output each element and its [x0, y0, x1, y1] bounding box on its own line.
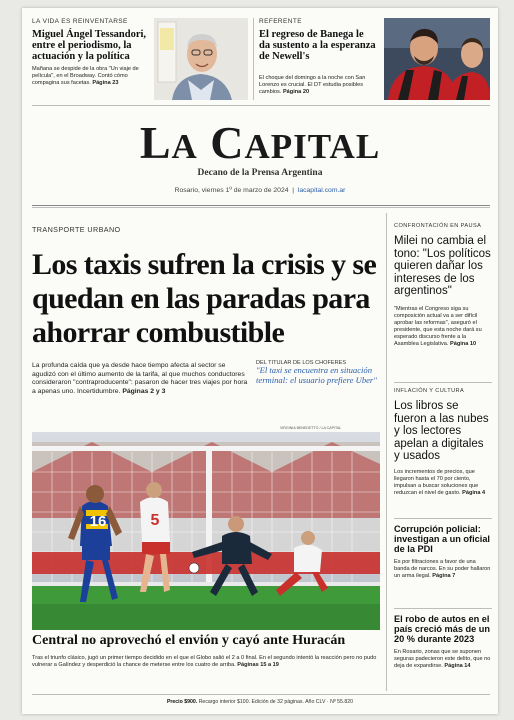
- sidebar-title-autos[interactable]: El robo de autos en el país creció más de un 20 % durante 2023: [394, 614, 490, 644]
- sidebar-text-pdi: Es por filtraciones a favor de una banda de narcos. En su poder hallaron un arma ilegal.: [394, 559, 491, 579]
- jersey-number-5: 5: [150, 512, 160, 529]
- sidebar-story-autos: [394, 614, 492, 670]
- football-match-photo: [32, 432, 380, 630]
- jersey-number-16: 16: [89, 513, 107, 530]
- sidebar-title-libros[interactable]: Los libros se fueron a las nubes y los lectores apelan a digitales y usados: [394, 400, 489, 462]
- main-headline[interactable]: Los taxis sufren la crisis y se quedan en las paradas para ahorrar combustible: [32, 248, 377, 349]
- tessandori-photo: [154, 18, 248, 100]
- banega-photo: [384, 18, 490, 100]
- sidebar-story-milei: [394, 223, 492, 348]
- sidebar-story-libros: [394, 388, 492, 497]
- sidebar-page-milei: Página 10: [449, 340, 477, 347]
- teaser-title-tessandori[interactable]: Miguel Ángel Tessandori, entre el periodismo, la actuación y la política: [32, 29, 147, 62]
- photo-headline[interactable]: Central no aprovechó el envión y cayó ante Huracán: [32, 633, 346, 648]
- footer-edition-info: Recargo interior $100. Edición de 32 páginas. Año CLV · Nº 55.820: [198, 699, 354, 705]
- teaser-text-tessandori: Mañana se despide de la obra "Un viaje de película", en el Broadway. Contó cómo compagina sus facetas.: [32, 66, 139, 86]
- main-story-page: Páginas 2 y 3: [122, 387, 166, 395]
- teaser-kicker-tessandori: LA VIDA ES REINVENTARSE: [32, 18, 128, 25]
- main-story-kicker: TRANSPORTE URBANO: [32, 225, 121, 234]
- teaser-kicker-banega: REFERENTE: [259, 18, 302, 25]
- teaser-text-banega: El choque del domingo a la noche con San Lorenzo es crucial. El DT estudia posibles cambios.: [259, 75, 366, 95]
- teaser-page-banega: Página 20: [282, 89, 310, 95]
- sidebar-page-libros: Página 4: [462, 489, 486, 496]
- photo-story-page: Páginas 15 a 19: [237, 662, 279, 668]
- sidebar-text-autos: En Rosario, zonas que se suponen seguras padecieron este delito, que no deja de expandirse.: [394, 649, 491, 669]
- pull-quote: [256, 360, 380, 385]
- issue-date: Rosario, viernes 1º de marzo de 2024: [174, 187, 289, 194]
- footer-price: Precio $900.: [166, 699, 198, 705]
- footer-price-line: [22, 699, 498, 705]
- pull-quote-text[interactable]: "El taxi se encuentra en situación terminal: el usuario prefiere Uber": [256, 365, 377, 385]
- ball: [189, 563, 199, 573]
- teaser-page-tessandori: Página 23: [92, 80, 119, 86]
- masthead-logo[interactable]: LA CAPITAL: [139, 117, 381, 168]
- sidebar-page-autos: Página 14: [444, 663, 471, 669]
- sidebar-kicker-milei: CONFRONTACIÓN EN PAUSA: [394, 223, 482, 229]
- sidebar-story-pdi: [394, 524, 492, 580]
- sidebar-title-pdi[interactable]: Corrupción policial: investigan a un oficial de la PDI: [394, 524, 490, 554]
- photo-credit: VIRGINIA BENEDETTO / LA CAPITAL: [280, 426, 342, 430]
- teaser-title-banega[interactable]: El regreso de Banega le da sustento a la esperanza de Newell's: [259, 29, 376, 62]
- newspaper-front-page: [22, 8, 498, 714]
- sidebar-page-pdi: Página 7: [432, 573, 456, 579]
- main-deck: La profunda caída que ya desde hace tiempo afecta al sector se agudizó con el último aumento de la tarifa, al que muchos conductores consideraron "contraproducente": pasaron de hacer tres viajes por hora a apenas uno. Incertidumbre. Páginas 2 y 3: [32, 362, 248, 395]
- pull-quote-kicker: DEL TITULAR DE LOS CHOFERES: [256, 360, 347, 366]
- sidebar-title-milei[interactable]: Milei no cambia el tono: "Los políticos quieren dañar los intereses de los argentinos": [394, 235, 491, 297]
- masthead-tagline: Decano de la Prensa Argentina: [197, 168, 323, 178]
- sidebar-text-libros: Los incrementos de precios, que llegaron hasta el 70 por ciento, impulsan a buscar soluciones que reduzcan el nivel de gasto.: [394, 468, 479, 496]
- sidebar-text-milei: "Mientras el Congreso siga su composición actual va a ser difícil aprobar las reformas", aseguró el presidente, que esta noche dará su esperado discurso frente a la Asamblea Legislativa.: [394, 305, 482, 347]
- sidebar-kicker-libros: INFLACIÓN Y CULTURA: [394, 388, 465, 394]
- site-url[interactable]: lacapital.com.ar: [297, 187, 346, 194]
- photo-story-text: Tras el triunfo clásico, jugó un primer tiempo decidido en el que el Globo salió el 2 a 0 final. En el segundo intentó la reacción pero no pudo vulnerar a Galíndez y desperdició la chance de meterse entre los cuatro de arriba. Páginas 15 a 19: [32, 655, 377, 668]
- dateline: Rosario, viernes 1º de marzo de 2024 | lacapital.com.ar: [174, 187, 346, 194]
